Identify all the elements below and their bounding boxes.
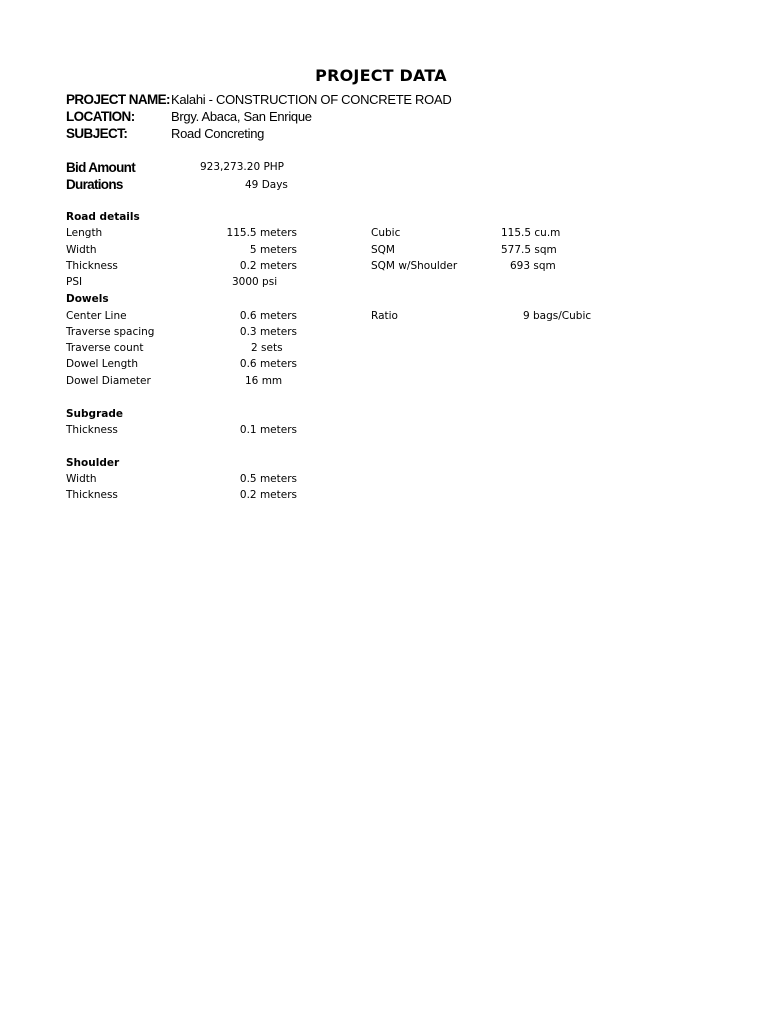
cubic-label: Cubic [371,227,401,239]
duration-value: 49 Days [245,179,288,191]
shoulder-thickness-value: 0.2 meters [239,489,297,501]
bid-amount-label: Bid Amount [66,160,135,175]
shoulder-width-value: 0.5 meters [239,473,297,485]
subgrade-thickness-value: 0.1 meters [239,424,297,436]
length-label: Length [66,227,103,239]
road-details-heading: Road details [66,211,140,223]
ratio-label: Ratio [371,310,398,322]
dowel-length-label: Dowel Length [66,358,139,370]
width-value: 5 meters [249,244,297,256]
sqm-shoulder-value: 693 sqm [510,260,556,272]
sqm-label: SQM [371,244,395,256]
traverse-spacing-value: 0.3 meters [239,326,297,338]
dowel-diameter-value: 16 mm [245,375,283,387]
bid-amount-value: 923,273.20 PHP [200,161,285,173]
dowel-length-value: 0.6 meters [239,358,297,370]
length-value: 115.5 meters [226,227,297,239]
dowel-diameter-label: Dowel Diameter [66,375,151,387]
traverse-spacing-label: Traverse spacing [66,326,155,338]
center-line-label: Center Line [66,310,127,322]
subject-value: Road Concreting [171,126,265,141]
shoulder-width-label: Width [66,473,97,485]
subgrade-thickness-label: Thickness [66,424,118,436]
width-label: Width [66,244,97,256]
project-name-value: Kalahi - CONSTRUCTION OF CONCRETE ROAD [171,92,452,107]
dowels-heading: Dowels [66,293,109,305]
psi-value: 3000 psi [232,276,278,288]
location-value: Brgy. Abaca, San Enrique [171,109,312,124]
ratio-value: 9 bags/Cubic [523,310,592,322]
center-line-value: 0.6 meters [239,310,297,322]
traverse-count-label: Traverse count [66,342,144,354]
subgrade-heading: Subgrade [66,408,123,420]
duration-label: Durations [66,177,123,192]
thickness-value: 0.2 meters [239,260,297,272]
shoulder-thickness-label: Thickness [66,489,118,501]
subject-label: SUBJECT: [66,126,128,141]
cubic-value: 115.5 cu.m [501,227,561,239]
thickness-label: Thickness [66,260,118,272]
page-title: PROJECT DATA [315,66,447,85]
project-name-label: PROJECT NAME: [66,92,170,107]
sqm-shoulder-label: SQM w/Shoulder [371,260,458,272]
location-label: LOCATION: [66,109,135,124]
psi-label: PSI [66,276,83,288]
shoulder-heading: Shoulder [66,457,120,469]
sqm-value: 577.5 sqm [501,244,557,256]
traverse-count-value: 2 sets [251,342,283,354]
